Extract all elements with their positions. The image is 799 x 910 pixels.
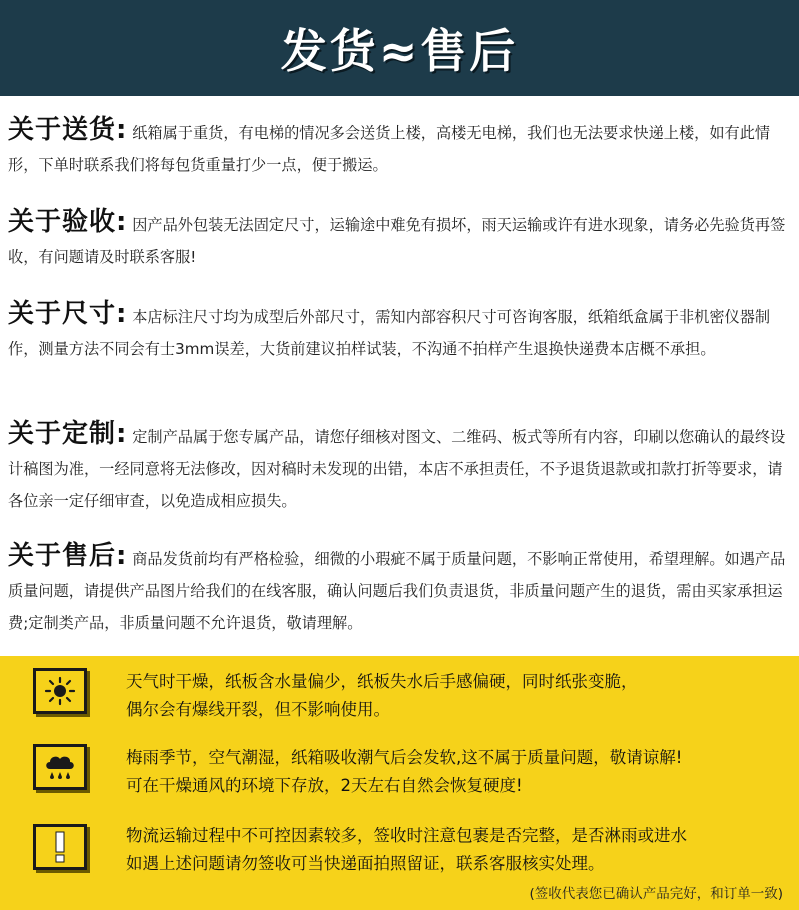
section-text: 本店标注尺寸均为成型后外部尺寸，需知内部容积尺寸可咨询客服，纸箱纸盒属于非机密仪器制作，测量方法不同会有士3mm误差，大货前建议拍样试装，不沟通不拍样产生退换快递费本店概不承担。 (8, 308, 771, 358)
section-inspection (8, 206, 793, 273)
tip-line-2: 偶尔会有爆线开裂，但不影响使用。 (126, 700, 390, 719)
rain-cloud-icon (33, 744, 87, 790)
exclamation-icon (33, 824, 87, 870)
tips-panel (0, 656, 799, 910)
tip-line-1: 物流运输过程中不可控因素较多，签收时注意包裹是否完整，是否淋雨或进水 (126, 826, 687, 845)
section-after-sales (8, 540, 793, 639)
tip-text (126, 822, 799, 878)
section-text: 因产品外包装无法固定尺寸，运输途中难免有损坏，雨天运输或许有进水现象，请务必先验货再签收，有问题请及时联系客服! (8, 216, 786, 266)
page-title: 发货≈售后 (280, 24, 519, 78)
section-label: 关于售后: (8, 541, 128, 571)
tip-text (126, 668, 799, 724)
tip-text (126, 744, 799, 800)
header-banner (0, 0, 799, 96)
section-size (8, 298, 793, 365)
section-label: 关于验收: (8, 207, 128, 237)
section-label: 关于尺寸: (8, 299, 128, 329)
section-text: 定制产品属于您专属产品，请您仔细核对图文、二维码、板式等所有内容，印刷以您确认的最终设计稿图为准，一经同意将无法修改，因对稿时未发现的出错，本店不承担责任，不予退货退款或扣款打折等要求，请各位亲一定仔细审查，以免造成相应损失。 (8, 428, 786, 510)
tip-line-2: 可在干燥通风的环境下存放，2天左右自然会恢复硬度! (126, 776, 523, 795)
section-text: 纸箱属于重货，有电梯的情况多会送货上楼，高楼无电梯，我们也无法要求快递上楼，如有此情形，下单时联系我们将每包货重量打少一点，便于搬运。 (8, 124, 771, 174)
section-delivery (8, 114, 793, 181)
policy-sections (0, 96, 799, 654)
section-text: 商品发货前均有严格检验，细微的小瑕疵不属于质量问题，不影响正常使用，希望理解。如遇产品质量问题，请提供产品图片给我们的在线客服，确认问题后我们负责退货，非质量问题产生的退货，需由买家承担运费;定制类产品，非质量问题不允许退货，敬请理解。 (8, 550, 786, 632)
sun-icon (33, 668, 87, 714)
section-label: 关于定制: (8, 419, 128, 449)
tip-line-2: 如遇上述问题请勿签收可当快递面拍照留证，联系客服核实处理。 (126, 854, 605, 873)
tip-line-1: 天气时干燥，纸板含水量偏少，纸板失水后手感偏硬，同时纸张变脆， (126, 672, 638, 691)
tip-line-1: 梅雨季节，空气潮湿，纸箱吸收潮气后会发软,这不属于质量问题，敬请谅解! (126, 748, 683, 767)
receipt-note: (签收代表您已确认产品完好，和订单一致) (529, 886, 783, 902)
section-custom (8, 418, 793, 517)
section-label: 关于送货: (8, 115, 128, 145)
